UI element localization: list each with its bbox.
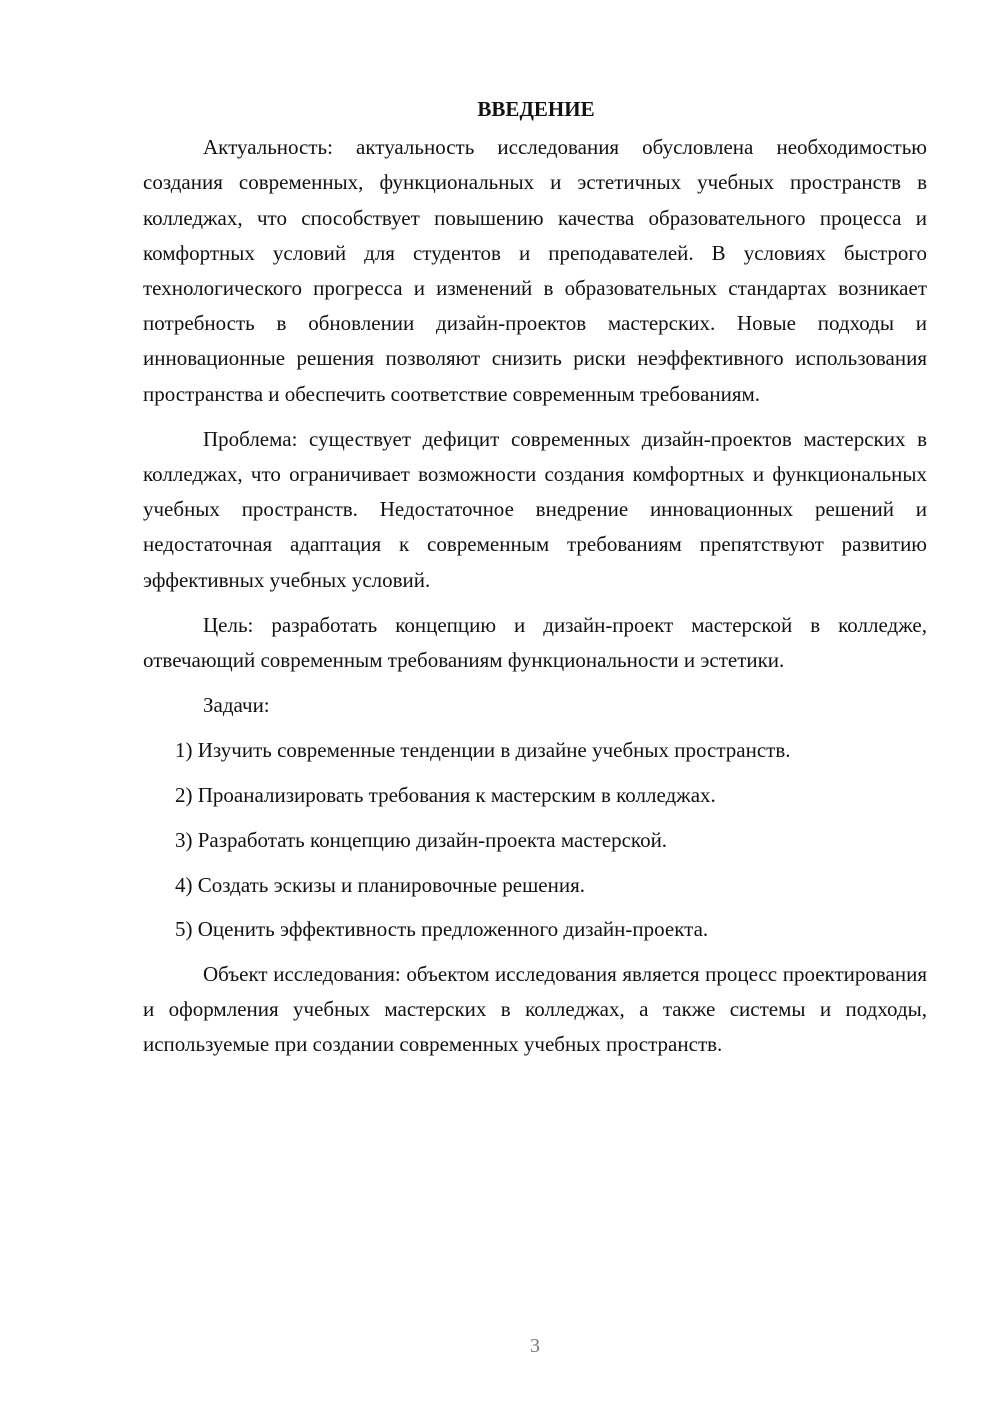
relevance-paragraph: Актуальность: актуальность исследования обусловлена необходимостью создания современных, функциональных и эстетичных учебных пространств в колледжах, что способствует повышению качества образовательного процесса и комфортных условий для студентов и преподавателей. В условиях быстрого технологического прогресса и изменений в образовательных стандартах возникает потребность в обновлении дизайн-проектов мастерских. Новые подходы и инновационные решения позволяют снизить риски неэффективного использования пространства и обеспечить соответствие современным требованиям. <box>143 135 927 406</box>
task-item: 4) Создать эскизы и планировочные решения. <box>175 872 585 897</box>
page-title: ВВЕДЕНИЕ <box>477 97 595 121</box>
task-item: 5) Оценить эффективность предложенного дизайн-проекта. <box>175 917 709 942</box>
tasks-label: Задачи: <box>203 693 270 718</box>
task-list <box>143 733 927 947</box>
task-item: 1) Изучить современные тенденции в дизайне учебных пространств. <box>175 738 791 763</box>
object-paragraph: Объект исследования: объектом исследования является процесс проектирования и оформления учебных мастерских в колледжах, а также системы и подходы, используемые при создании современных учебных пространств. <box>143 961 927 1057</box>
page-content <box>143 92 927 1073</box>
task-item: 2) Проанализировать требования к мастерским в колледжах. <box>175 783 716 808</box>
task-item: 3) Разработать концепцию дизайн-проекта мастерской. <box>175 827 668 852</box>
page-number: 3 <box>530 1335 540 1357</box>
goal-paragraph: Цель: разработать концепцию и дизайн-проект мастерской в колледже, отвечающий современным требованиям функциональности и эстетики. <box>143 612 927 673</box>
problem-paragraph: Проблема: существует дефицит современных дизайн-проектов мастерских в колледжах, что ограничивает возможности создания комфортных и функциональных учебных пространств. Недостаточное внедрение инновационных решений и недостаточная адаптация к современным требованиям препятствуют развитию эффективных учебных условий. <box>143 426 927 592</box>
